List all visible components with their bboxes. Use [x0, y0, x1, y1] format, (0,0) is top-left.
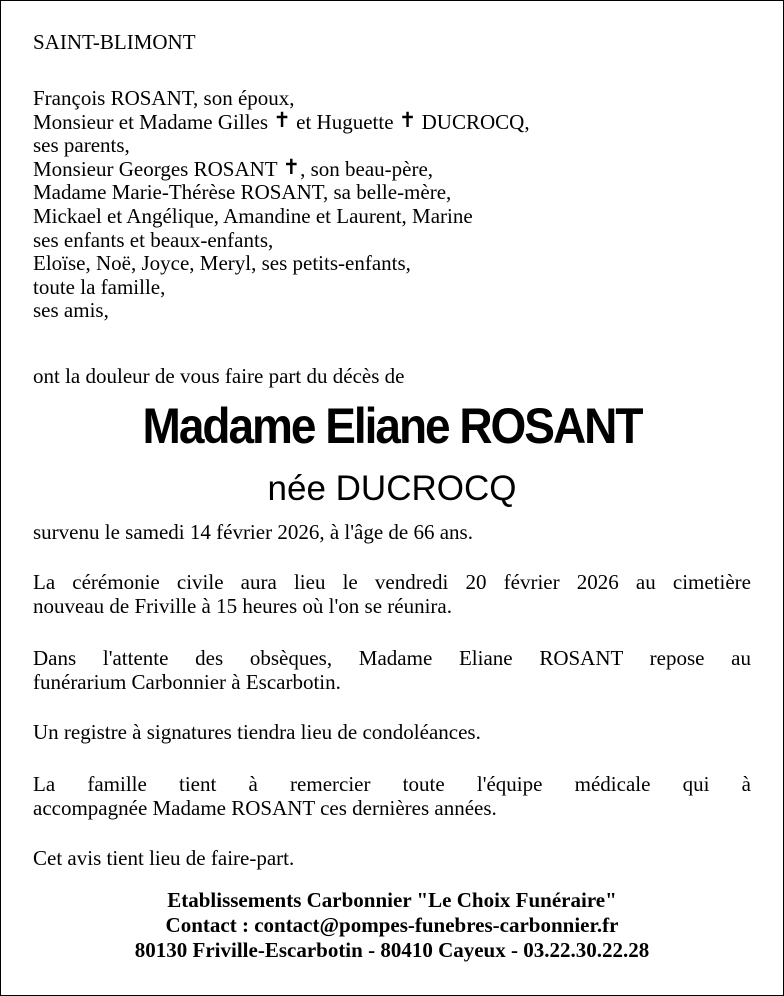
cross-icon: ✝: [282, 154, 301, 179]
thanks-paragraph: [33, 773, 751, 820]
announcement: [33, 365, 751, 389]
waiting-line-2: funérarium Carbonnier à Escarbotin.: [33, 669, 341, 694]
family-line-friends: ses amis,: [33, 298, 109, 323]
footer-contact: Contact : contact@pompes-funebres-carbonnier.fr: [165, 913, 619, 937]
family-line-children: ses enfants et beaux-enfants,: [33, 227, 274, 252]
deceased-name: Madame Eliane ROSANT: [142, 398, 642, 454]
family-line-husband: François ROSANT, son époux,: [33, 86, 295, 110]
cross-icon: ✝: [398, 107, 417, 132]
family-line-children-names: Mickael et Angélique, Amandine et Laurent, Marine: [33, 203, 473, 228]
death-info: [33, 521, 751, 545]
registry-text: Un registre à signatures tiendra lieu de condoléances.: [33, 720, 481, 744]
ceremony-line-1: La cérémonie civile aura lieu le vendredi 20 février 2026 au cimetière: [33, 570, 751, 594]
family-list: [33, 87, 751, 323]
footer-company: Etablissements Carbonnier "Le Choix Funéraire": [167, 888, 617, 912]
thanks-line-1: La famille tient à remercier toute l'équipe médicale qui à: [33, 772, 751, 796]
death-info-text: survenu le samedi 14 février 2026, à l'âge de 66 ans.: [33, 520, 473, 544]
footer-address-phone: 80130 Friville-Escarbotin - 80410 Cayeux - 03.22.30.22.28: [134, 938, 650, 962]
family-line-parents: ses parents,: [33, 133, 130, 158]
ceremony-paragraph: [33, 571, 751, 618]
maiden-name: née DUCROCQ: [267, 469, 517, 508]
thanks-line-2: accompagnée Madame ROSANT ces dernières années.: [33, 795, 497, 820]
announcement-text: ont la douleur de vous faire part du décès de: [33, 364, 405, 388]
notice-text: Cet avis tient lieu de faire-part.: [33, 846, 295, 870]
family-line-family: toute la famille,: [33, 274, 166, 299]
notice-paragraph: [33, 847, 751, 871]
funeral-home-footer: [1, 888, 783, 963]
registry-paragraph: [33, 721, 751, 745]
family-line-father-in-law: Monsieur Georges ROSANT ✝, son beau-père,: [33, 154, 434, 181]
town-name: SAINT-BLIMONT: [33, 30, 196, 54]
cross-icon: ✝: [273, 107, 291, 132]
family-line-grandchildren: Eloïse, Noë, Joyce, Meryl, ses petits-enfants,: [33, 251, 411, 276]
ceremony-line-2: nouveau de Friville à 15 heures où l'on se réunira.: [33, 593, 452, 618]
town-heading: [33, 31, 751, 55]
family-line-parents-names: Monsieur et Madame Gilles ✝ et Huguette ✝ DUCROCQ,: [33, 107, 530, 134]
waiting-line-1: Dans l'attente des obsèques, Madame Eliane ROSANT repose au: [33, 646, 751, 670]
waiting-paragraph: [33, 647, 751, 694]
family-line-mother-in-law: Madame Marie-Thérèse ROSANT, sa belle-mère,: [33, 180, 452, 205]
